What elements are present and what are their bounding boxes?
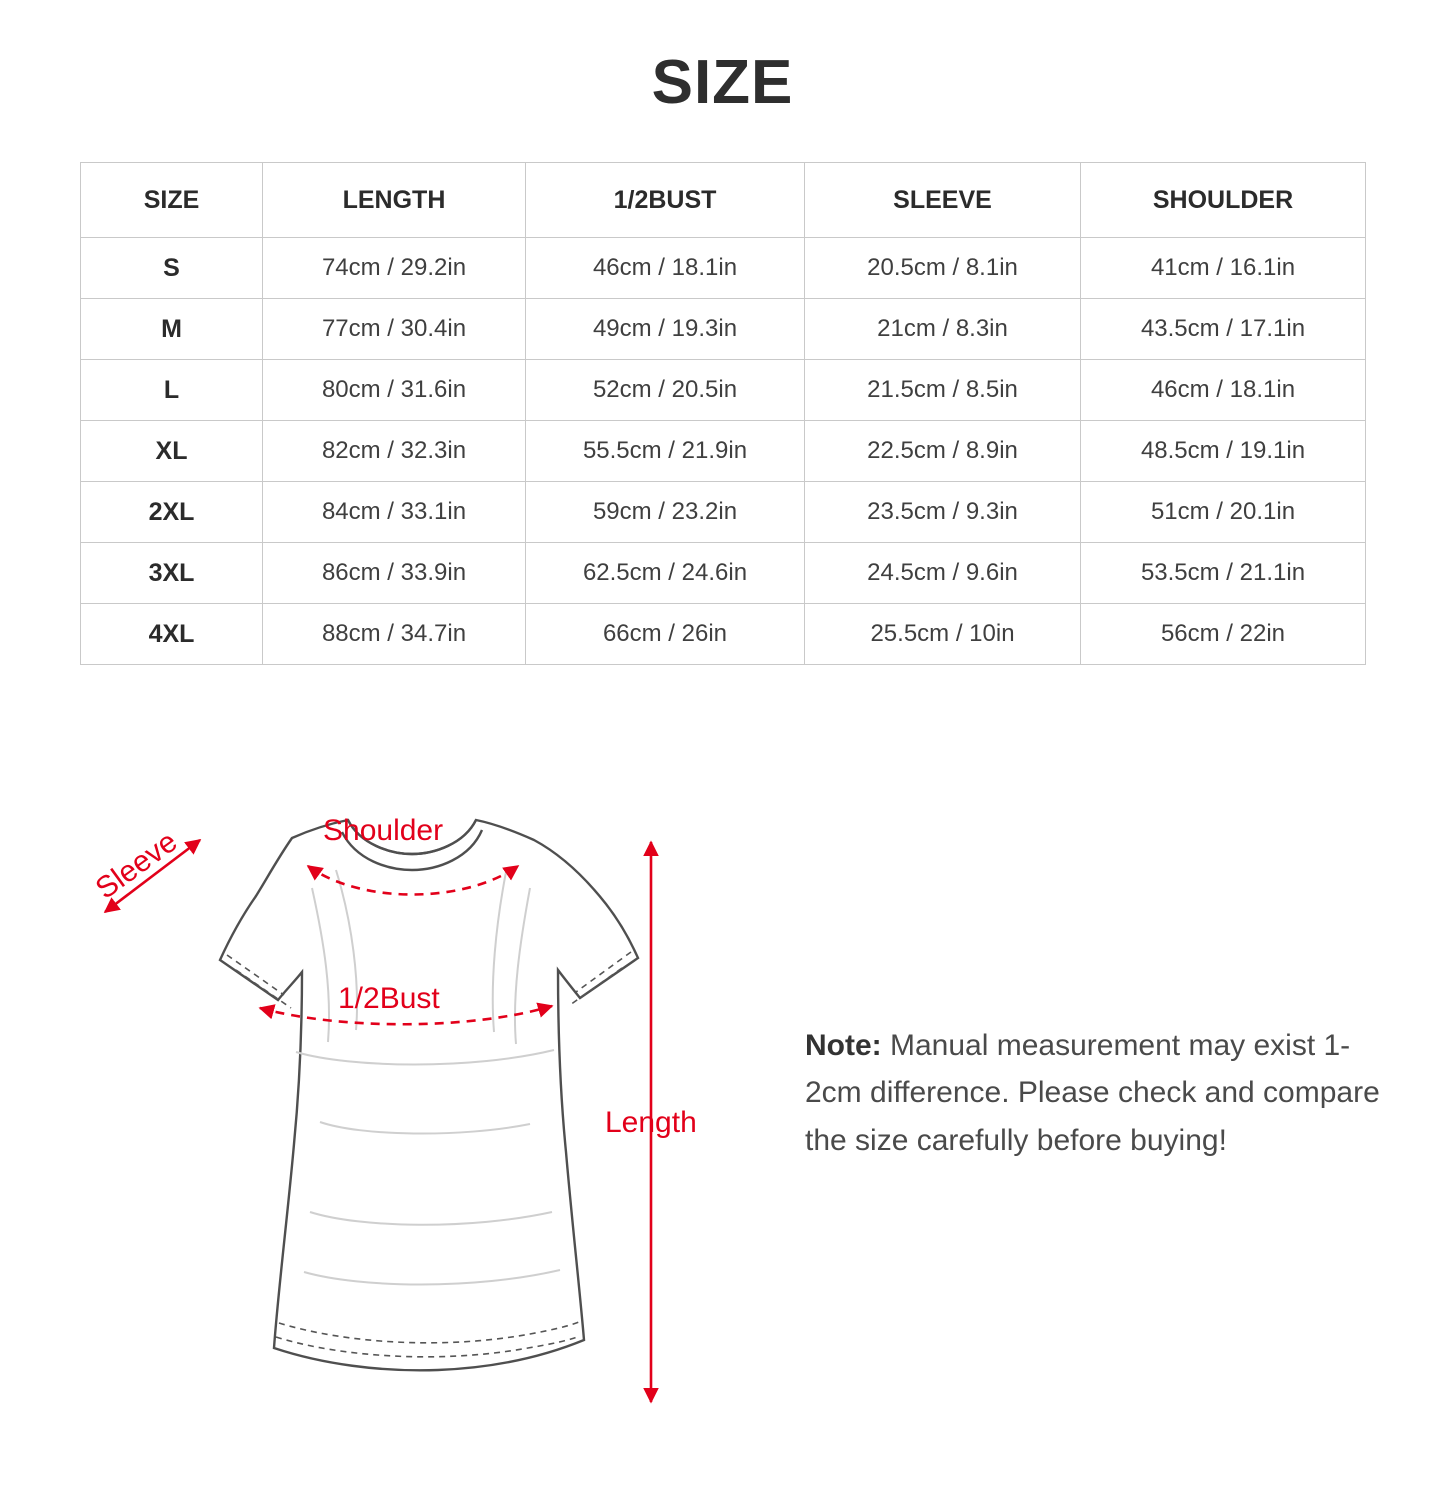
cell-shoulder: 56cm / 22in — [1081, 604, 1366, 665]
cell-length: 86cm / 33.9in — [263, 543, 526, 604]
column-header-shoulder: SHOULDER — [1081, 163, 1366, 238]
cell-size: 2XL — [81, 482, 263, 543]
cell-sleeve: 21cm / 8.3in — [805, 299, 1081, 360]
column-header-length: LENGTH — [263, 163, 526, 238]
column-header-bust: 1/2BUST — [526, 163, 805, 238]
cell-sleeve: 21.5cm / 8.5in — [805, 360, 1081, 421]
table-row — [81, 238, 1366, 299]
cell-length: 74cm / 29.2in — [263, 238, 526, 299]
size-table-container — [80, 162, 1365, 665]
cell-sleeve: 25.5cm / 10in — [805, 604, 1081, 665]
cell-bust: 62.5cm / 24.6in — [526, 543, 805, 604]
column-header-size: SIZE — [81, 163, 263, 238]
cell-bust: 59cm / 23.2in — [526, 482, 805, 543]
size-chart-table — [80, 162, 1366, 665]
tshirt-outline — [220, 820, 638, 1370]
table-row — [81, 360, 1366, 421]
cell-size: XL — [81, 421, 263, 482]
cell-bust: 66cm / 26in — [526, 604, 805, 665]
cell-size: 3XL — [81, 543, 263, 604]
cell-length: 88cm / 34.7in — [263, 604, 526, 665]
measurement-diagram — [0, 772, 1445, 1497]
label-shoulder: Shoulder — [323, 814, 444, 847]
cell-shoulder: 46cm / 18.1in — [1081, 360, 1366, 421]
cell-size: M — [81, 299, 263, 360]
cell-shoulder: 43.5cm / 17.1in — [1081, 299, 1366, 360]
table-row — [81, 543, 1366, 604]
cell-size: 4XL — [81, 604, 263, 665]
cell-shoulder: 41cm / 16.1in — [1081, 238, 1366, 299]
table-header-row — [81, 163, 1366, 238]
table-row — [81, 604, 1366, 665]
cell-bust: 49cm / 19.3in — [526, 299, 805, 360]
cell-sleeve: 24.5cm / 9.6in — [805, 543, 1081, 604]
cell-bust: 46cm / 18.1in — [526, 238, 805, 299]
cell-length: 84cm / 33.1in — [263, 482, 526, 543]
note-text — [805, 1022, 1385, 1164]
tshirt-illustration — [60, 792, 760, 1442]
cell-sleeve: 23.5cm / 9.3in — [805, 482, 1081, 543]
cell-bust: 55.5cm / 21.9in — [526, 421, 805, 482]
cell-length: 82cm / 32.3in — [263, 421, 526, 482]
table-row — [81, 482, 1366, 543]
column-header-sleeve: SLEEVE — [805, 163, 1081, 238]
cell-shoulder: 48.5cm / 19.1in — [1081, 421, 1366, 482]
label-sleeve: Sleeve — [89, 825, 184, 906]
cell-shoulder: 53.5cm / 21.1in — [1081, 543, 1366, 604]
note-label: Note: — [805, 1029, 882, 1062]
cell-size: S — [81, 238, 263, 299]
cell-length: 77cm / 30.4in — [263, 299, 526, 360]
table-row — [81, 299, 1366, 360]
cell-sleeve: 22.5cm / 8.9in — [805, 421, 1081, 482]
cell-length: 80cm / 31.6in — [263, 360, 526, 421]
table-row — [81, 421, 1366, 482]
page-title: SIZE — [651, 48, 794, 117]
label-bust: 1/2Bust — [338, 982, 440, 1015]
label-length: Length — [605, 1106, 697, 1139]
cell-bust: 52cm / 20.5in — [526, 360, 805, 421]
note-body: Manual measurement may exist 1-2cm difference. Please check and compare the size carefully before buying! — [805, 1029, 1380, 1157]
cell-size: L — [81, 360, 263, 421]
cell-sleeve: 20.5cm / 8.1in — [805, 238, 1081, 299]
cell-shoulder: 51cm / 20.1in — [1081, 482, 1366, 543]
